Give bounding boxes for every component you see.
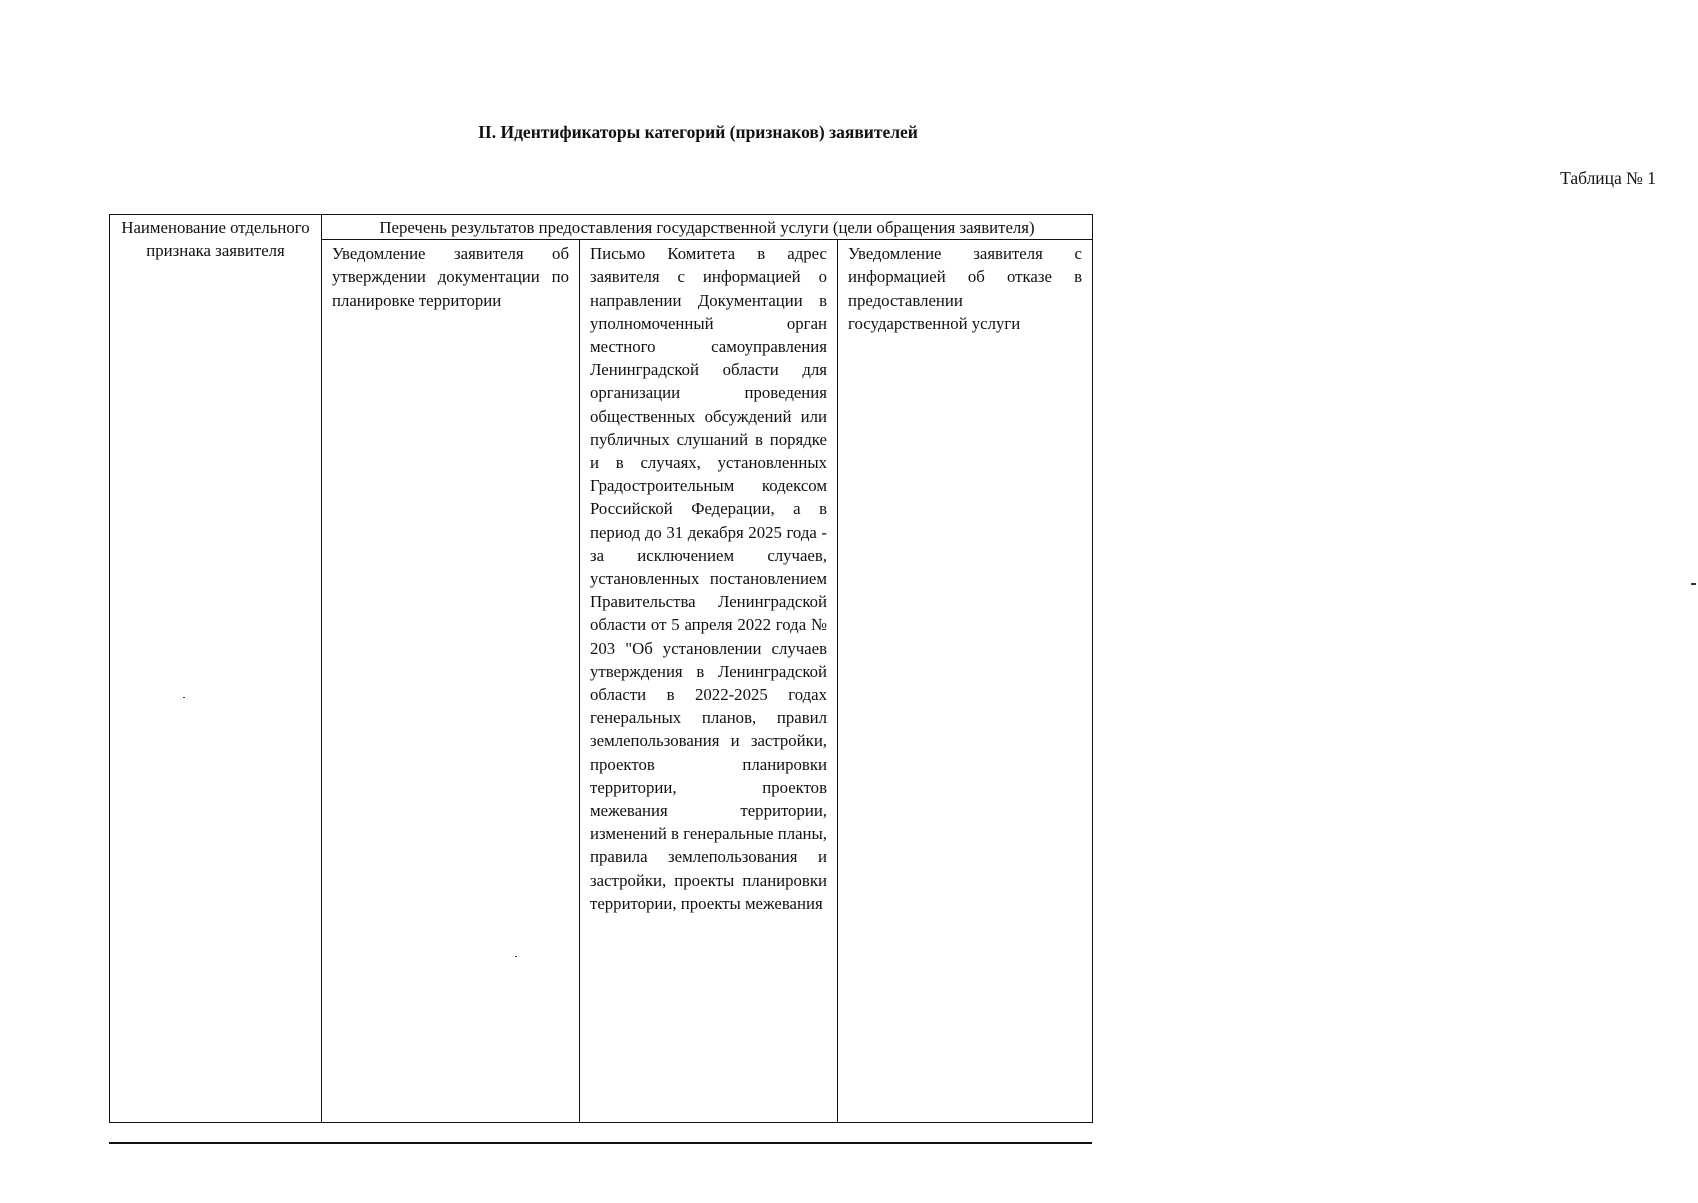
result-header-refusal-notice: Уведомление заявителя с информацией об отказе в предоставлении государственной услуги [838, 240, 1093, 1123]
page-bottom-cutoff [100, 1143, 1100, 1203]
table-header-row [110, 215, 1093, 240]
result-header-approval-notice: Уведомление заявителя об утверждении документации по планировке территории [322, 240, 580, 1123]
scan-speck [1691, 583, 1696, 585]
section-heading: II. Идентификаторы категорий (признаков) заявителей [478, 122, 918, 142]
applicant-category-table [109, 214, 1093, 1123]
scan-speck [183, 697, 185, 698]
attribute-name-header: Наименование отдельного признака заявителя [110, 215, 322, 1123]
table-bottom-border [109, 1142, 1092, 1144]
scan-speck [515, 956, 517, 957]
table-number-label: Таблица № 1 [1560, 168, 1656, 188]
result-header-committee-letter: Письмо Комитета в адрес заявителя с информацией о направлении Документации в уполномоченный орган местного самоуправления Ленинградской области для организации проведения общественных обсуждений или публичных слушаний в порядке и в случаях, установленных Градостроительным кодексом Российской Федерации, а в период до 31 декабря 2025 года - за исключением случаев, установленных постановлением Правительства Ленинградской области от 5 апреля 2022 года № 203 "Об установлении случаев утверждения в Ленинградской области в 2022-2025 годах генеральных планов, правил землепользования и застройки, проектов планировки территории, проектов межевания территории, изменений в генеральные планы, правила землепользования и застройки, проекты планировки территории, проекты межевания [580, 240, 838, 1123]
results-group-header: Перечень результатов предоставления государственной услуги (цели обращения заявителя) [322, 215, 1093, 240]
